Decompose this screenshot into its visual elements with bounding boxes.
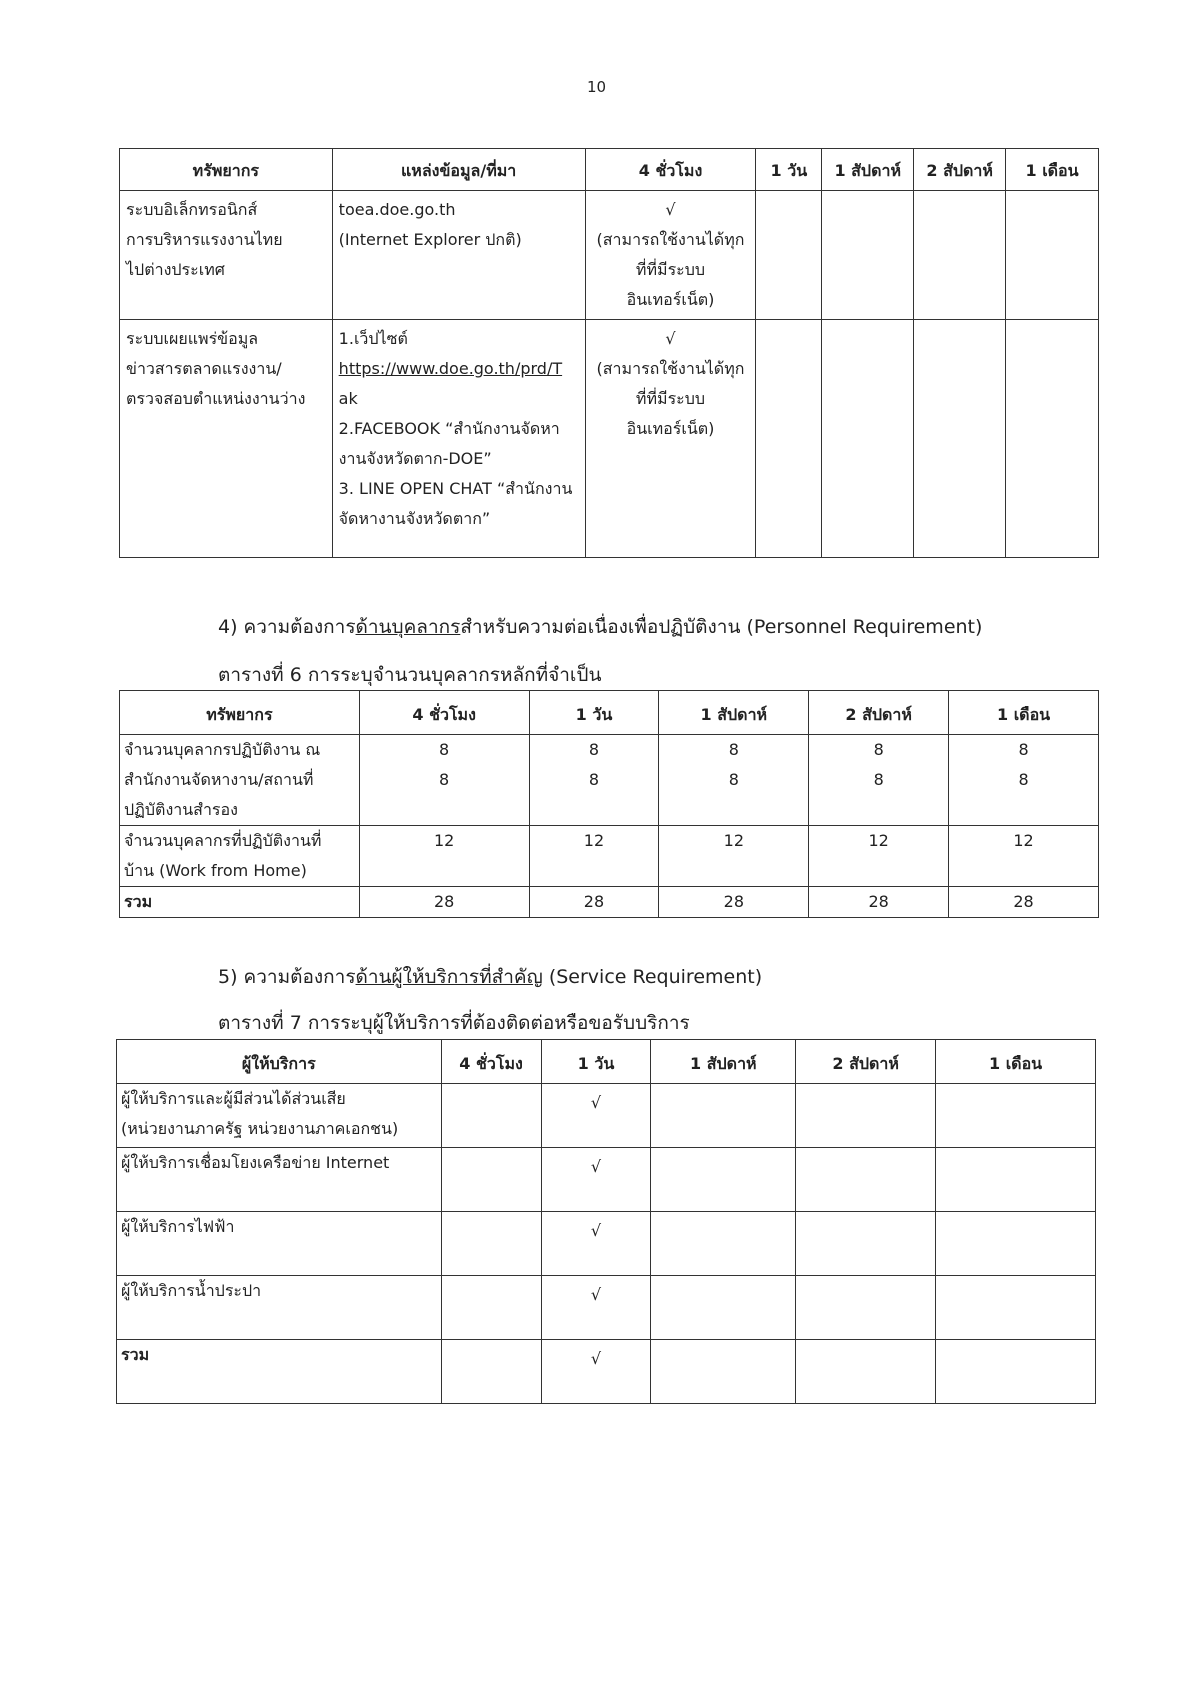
value-cell xyxy=(651,1148,796,1212)
check-icon: √ xyxy=(541,1340,651,1404)
value-cell xyxy=(796,1212,936,1276)
total-value: 28 xyxy=(949,887,1099,918)
label-cell xyxy=(117,1084,442,1148)
resource-cell xyxy=(120,320,333,558)
value-cell xyxy=(441,1340,541,1404)
text-line: บ้าน (Work from Home) xyxy=(124,861,307,880)
text-line: ปฏิบัติงานสำรอง xyxy=(124,800,238,819)
value: 8 xyxy=(588,770,600,789)
value-cell: 12 xyxy=(359,826,529,887)
header-cell: 1 สัปดาห์ xyxy=(822,149,914,191)
heading-text: 4) ความต้องการ xyxy=(218,616,356,638)
total-value: 28 xyxy=(659,887,809,918)
value-cell xyxy=(936,1148,1096,1212)
empty-cell xyxy=(822,191,914,320)
empty-cell xyxy=(1006,191,1099,320)
header-cell: 2 สัปดาห์ xyxy=(914,149,1006,191)
value: 8 xyxy=(728,770,739,789)
value: 8 xyxy=(728,740,739,759)
value: 8 xyxy=(873,770,884,789)
value-cell xyxy=(651,1212,796,1276)
text-line: ที่ที่มีระบบ xyxy=(635,389,706,408)
header-cell: ทรัพยากร xyxy=(120,691,360,735)
check-icon: √ xyxy=(665,200,676,219)
value-cell xyxy=(651,1340,796,1404)
value-cell xyxy=(441,1276,541,1340)
value-cell: 12 xyxy=(809,826,949,887)
header-cell: 4 ชั่วโมง xyxy=(359,691,529,735)
value-cell xyxy=(936,1084,1096,1148)
header-cell: 4 ชั่วโมง xyxy=(441,1040,541,1084)
value-cell xyxy=(359,735,529,826)
text-line: ที่ที่มีระบบ xyxy=(635,260,706,279)
header-cell: 1 เดือน xyxy=(1006,149,1099,191)
check-icon: √ xyxy=(665,329,676,348)
heading-underlined-text: ด้านผู้ให้บริการที่สำคัญ xyxy=(355,966,543,988)
section-4-heading xyxy=(218,612,982,642)
total-value: 28 xyxy=(359,887,529,918)
text-line: ไปต่างประเทศ xyxy=(126,260,225,279)
text-line: ตรวจสอบตำแหน่งงานว่าง xyxy=(126,389,306,408)
value-cell xyxy=(936,1340,1096,1404)
total-label: รวม xyxy=(117,1340,442,1404)
value: 8 xyxy=(1018,770,1029,789)
label-cell: ผู้ให้บริการเชื่อมโยงเครือข่าย Internet xyxy=(117,1148,442,1212)
empty-cell xyxy=(756,320,822,558)
value: 8 xyxy=(439,770,450,789)
website-link[interactable]: https://www.doe.go.th/prd/T xyxy=(338,359,563,378)
table-row xyxy=(120,191,1099,320)
value-cell: 12 xyxy=(529,826,659,887)
value-cell xyxy=(796,1084,936,1148)
empty-cell xyxy=(914,320,1006,558)
check-icon: √ xyxy=(541,1276,651,1340)
service-provider-table xyxy=(116,1039,1096,1404)
text-line: (สามารถใช้งานได้ทุก xyxy=(596,359,745,378)
value-cell: 12 xyxy=(659,826,809,887)
value-cell xyxy=(936,1212,1096,1276)
table-7-caption: ตารางที่ 7 การระบุผู้ให้บริการที่ต้องติดต่อหรือขอรับบริการ xyxy=(218,1012,690,1034)
text-line: 2.FACEBOOK “สำนักงานจัดหา xyxy=(338,419,560,438)
value-cell xyxy=(809,735,949,826)
heading-text: (Service Requirement) xyxy=(542,966,763,988)
text-line: จำนวนบุคลากรปฏิบัติงาน ณ xyxy=(124,740,321,759)
value-cell xyxy=(796,1340,936,1404)
text-line: (หน่วยงานภาครัฐ หน่วยงานภาคเอกชน) xyxy=(121,1119,399,1138)
heading-text: 5) ความต้องการ xyxy=(218,966,356,988)
value: 8 xyxy=(873,740,884,759)
total-row xyxy=(120,887,1099,918)
value-cell xyxy=(651,1084,796,1148)
table-header-row xyxy=(120,691,1099,735)
value-cell xyxy=(441,1148,541,1212)
label-cell xyxy=(120,826,360,887)
table-row xyxy=(120,320,1099,558)
resource-cell xyxy=(120,191,333,320)
table-row xyxy=(117,1276,1096,1340)
personnel-table xyxy=(119,690,1099,918)
table-header-row xyxy=(120,149,1099,191)
text-line: ผู้ให้บริการและผู้มีส่วนได้ส่วนเสีย xyxy=(121,1089,346,1108)
source-cell xyxy=(332,191,585,320)
empty-cell xyxy=(756,191,822,320)
header-cell: 1 เดือน xyxy=(949,691,1099,735)
value-cell xyxy=(936,1276,1096,1340)
header-cell: 1 สัปดาห์ xyxy=(659,691,809,735)
value: 8 xyxy=(439,740,450,759)
header-cell: ทรัพยากร xyxy=(120,149,333,191)
header-cell: 1 วัน xyxy=(756,149,822,191)
value-cell xyxy=(796,1148,936,1212)
value-cell xyxy=(949,735,1099,826)
header-cell: 1 วัน xyxy=(529,691,659,735)
table-header-row xyxy=(117,1040,1096,1084)
text-line: อินเทอร์เน็ต) xyxy=(626,419,715,438)
header-cell: 1 สัปดาห์ xyxy=(651,1040,796,1084)
header-cell: 2 สัปดาห์ xyxy=(796,1040,936,1084)
source-cell xyxy=(332,320,585,558)
text-line: toea.doe.go.th xyxy=(338,200,456,219)
text-line: 3. LINE OPEN CHAT “สำนักงาน xyxy=(338,479,573,498)
heading-text: สำหรับความต่อเนื่องเพื่อปฏิบัติงาน (Personnel Requirement) xyxy=(460,616,983,638)
check-icon: √ xyxy=(541,1084,651,1148)
text-line: ข่าวสารตลาดแรงงาน/ xyxy=(126,359,282,378)
total-label: รวม xyxy=(120,887,360,918)
text-line: 1.เว็ปไซต์ xyxy=(338,329,408,348)
header-cell: ผู้ให้บริการ xyxy=(117,1040,442,1084)
total-row xyxy=(117,1340,1096,1404)
table-6-caption: ตารางที่ 6 การระบุจำนวนบุคลากรหลักที่จำเป็น xyxy=(218,664,602,686)
text-line: ak xyxy=(338,389,358,408)
empty-cell xyxy=(1006,320,1099,558)
header-cell: 1 วัน xyxy=(541,1040,651,1084)
text-line: ระบบเผยแพร่ข้อมูล xyxy=(126,329,259,348)
section-5-heading xyxy=(218,962,762,992)
value: 8 xyxy=(1018,740,1029,759)
value-cell xyxy=(651,1276,796,1340)
header-cell: 2 สัปดาห์ xyxy=(809,691,949,735)
total-value: 28 xyxy=(529,887,659,918)
table-row xyxy=(117,1212,1096,1276)
table-row xyxy=(120,735,1099,826)
value-cell: 12 xyxy=(949,826,1099,887)
value-cell xyxy=(441,1084,541,1148)
text-line: จำนวนบุคลากรที่ปฏิบัติงานที่ xyxy=(124,831,322,850)
header-cell: แหล่งข้อมูล/ที่มา xyxy=(332,149,585,191)
header-cell: 4 ชั่วโมง xyxy=(585,149,756,191)
check-icon: √ xyxy=(541,1212,651,1276)
value-cell xyxy=(796,1276,936,1340)
label-cell xyxy=(120,735,360,826)
label-cell: ผู้ให้บริการไฟฟ้า xyxy=(117,1212,442,1276)
h4-cell xyxy=(585,191,756,320)
empty-cell xyxy=(822,320,914,558)
header-cell: 1 เดือน xyxy=(936,1040,1096,1084)
total-value: 28 xyxy=(809,887,949,918)
table-row xyxy=(117,1148,1096,1212)
text-line: สำนักงานจัดหางาน/สถานที่ xyxy=(124,770,314,789)
value-cell xyxy=(659,735,809,826)
text-line: (สามารถใช้งานได้ทุก xyxy=(596,230,745,249)
page-number: 10 xyxy=(586,78,607,96)
value-cell xyxy=(441,1212,541,1276)
text-line: ระบบอิเล็กทรอนิกส์ xyxy=(126,200,258,219)
check-icon: √ xyxy=(541,1148,651,1212)
value-cell xyxy=(529,735,659,826)
resource-source-table xyxy=(119,148,1099,558)
text-line: (Internet Explorer ปกติ) xyxy=(338,230,522,249)
text-line: งานจังหวัดตาก-DOE” xyxy=(338,449,492,468)
text-line: อินเทอร์เน็ต) xyxy=(626,290,715,309)
heading-underlined-text: ด้านบุคลากร xyxy=(355,616,461,638)
text-line: จัดหางานจังหวัดตาก” xyxy=(338,509,491,528)
h4-cell xyxy=(585,320,756,558)
text-line: การบริหารแรงงานไทย xyxy=(126,230,283,249)
label-cell: ผู้ให้บริการน้ำประปา xyxy=(117,1276,442,1340)
value: 8 xyxy=(588,740,600,759)
table-row xyxy=(120,826,1099,887)
table-row xyxy=(117,1084,1096,1148)
empty-cell xyxy=(914,191,1006,320)
